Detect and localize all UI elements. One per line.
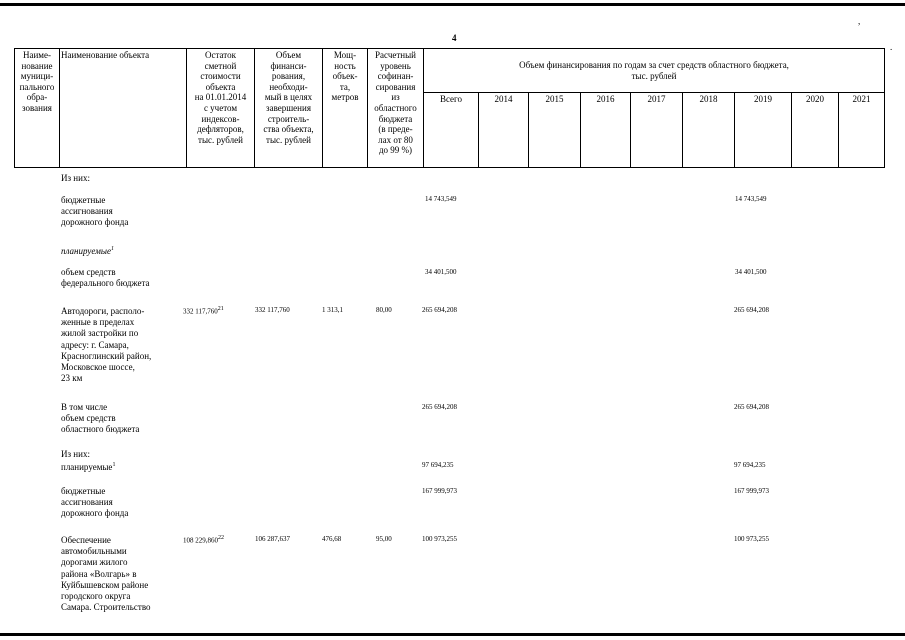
col-object: Наименование объекта	[60, 49, 187, 168]
col-financing-volume: Объем финанси- рования, необходи- мый в целях завершения строитель- ства объекта, тыс. рублей	[255, 49, 323, 168]
col-year: 2015	[529, 93, 581, 168]
cell-2019: 100 973,255	[734, 535, 769, 543]
row-label: Из них:	[61, 173, 90, 183]
cell-total: 100 973,255	[422, 535, 457, 543]
scan-mark: .	[890, 42, 893, 52]
col-remaining-cost: Остаток сметной стоимости объекта на 01.01.2014 с учетом индексов- дефляторов, тыс. рублей	[187, 49, 255, 168]
col-by-years: Объем финансирования по годам за счет средств областного бюджета, тыс. рублей	[424, 49, 885, 93]
cell-financing-volume: 332 117,760	[255, 306, 290, 314]
col-year: 2014	[479, 93, 529, 168]
col-year: 2020	[792, 93, 839, 168]
row-label: планируемые$^1$	[61, 246, 114, 256]
row-label: объем средств федерального бюджета	[61, 267, 150, 289]
row-label: бюджетные ассигнования дорожного фонда	[61, 486, 129, 519]
row-label: Автодороги, располо- женные в пределах жилой застройки по адресу: г. Самара, Красноглинский район, Московское шоссе, 23 км	[61, 306, 152, 384]
col-year: 2018	[683, 93, 735, 168]
cell-remaining-cost: 108 229,860$^{22}$	[183, 535, 224, 545]
col-year: 2021	[839, 93, 885, 168]
cell-cofinancing: 80,00	[376, 306, 392, 314]
col-year: 2019	[735, 93, 792, 168]
row-label: Из них: планируемые$^1$	[61, 449, 116, 473]
col-capacity: Мощ- ность объек- та, метров	[323, 49, 368, 168]
cell-total: 265 694,208	[422, 403, 457, 411]
cell-total: 167 999,973	[422, 487, 457, 495]
scan-mark: ,	[858, 16, 861, 26]
cell-2019: 97 694,235	[734, 461, 766, 469]
col-year: 2016	[581, 93, 631, 168]
cell-2019: 265 694,208	[734, 306, 769, 314]
cell-remaining-cost: 332 117,760$^{21}$	[183, 306, 224, 316]
col-cofinancing: Расчетный уровень софинан- сирования из областного бюджета (в преде- лах от 80 до 99 %)	[368, 49, 424, 168]
cell-2019: 265 694,208	[734, 403, 769, 411]
row-label: В том числе объем средств областного бюджета	[61, 402, 140, 435]
cell-total: 97 694,235	[422, 461, 454, 469]
cell-total: 34 401,500	[425, 268, 457, 276]
bottom-border-line	[0, 633, 905, 636]
cell-cofinancing: 95,00	[376, 535, 392, 543]
cell-financing-volume: 106 287,637	[255, 535, 290, 543]
cell-total: 14 743,549	[425, 195, 457, 203]
cell-2019: 34 401,500	[735, 268, 767, 276]
cell-2019: 14 743,549	[735, 195, 767, 203]
top-border-line	[0, 3, 905, 6]
col-total: Всего	[424, 93, 479, 168]
cell-capacity: 476,68	[322, 535, 342, 543]
financing-table-header	[14, 48, 885, 168]
col-year: 2017	[631, 93, 683, 168]
cell-capacity: 1 313,1	[322, 306, 343, 314]
cell-total: 265 694,208	[422, 306, 457, 314]
col-municipality: Наиме- нование муници- пального обра- зования	[15, 49, 60, 168]
cell-2019: 167 999,973	[734, 487, 769, 495]
row-label: Обеспечение автомобильными дорогами жилого района «Волгарь» в Куйбышевском районе городского округа Самара. Строительство	[61, 535, 151, 613]
row-label: бюджетные ассигнования дорожного фонда	[61, 195, 129, 228]
page-number: 4	[452, 33, 457, 43]
